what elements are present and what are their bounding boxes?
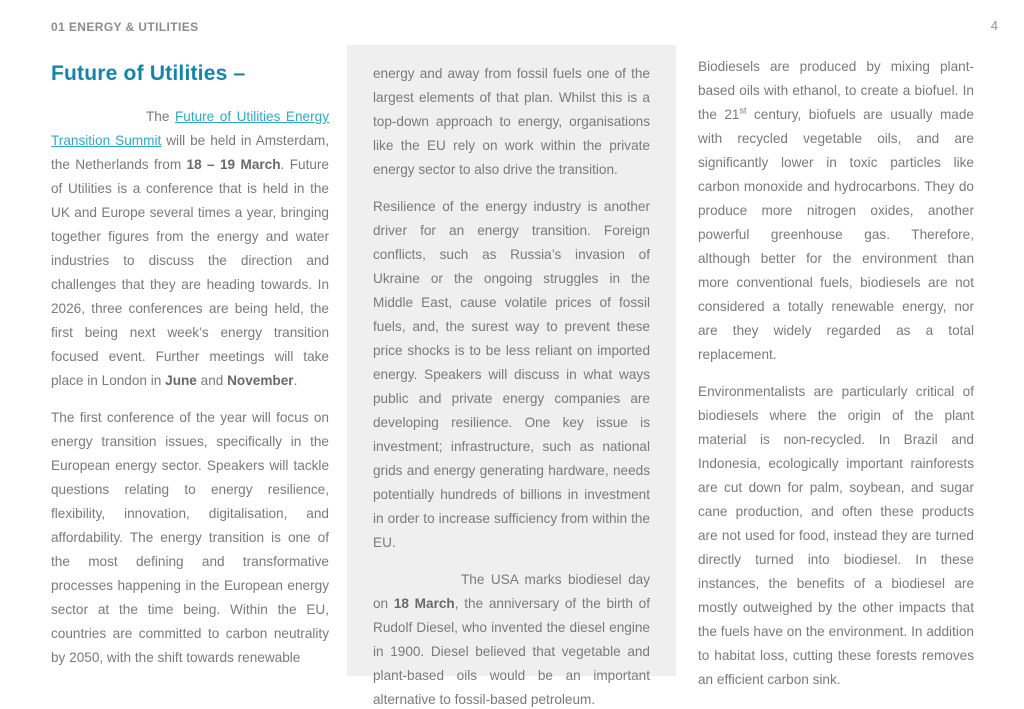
column-right bbox=[698, 55, 974, 692]
text-run: Biodiesels are produced by mixing plant-based oils with ethanol, to create a biofuel. In the 21 bbox=[698, 59, 974, 122]
paragraph: Resilience of the energy industry is another driver for an energy transition. Foreign conflicts, such as Russia’s invasion of Ukraine or the ongoing struggles in the Middle East, cause volatile prices of fossil fuels, and, the surest way to prevent these price shocks is to be less reliant on imported energy. Speakers will discuss in what ways public and private energy companies are developing resilience. One key issue is investment; infrastructure, such as national grids and energy generating hardware, needs potentially hundreds of billions in investment in order to increase sufficiency from within the EU. bbox=[373, 199, 650, 550]
month-emphasis: June bbox=[165, 373, 197, 388]
text-run: The bbox=[146, 109, 175, 124]
article-title: Future of Utilities – bbox=[51, 62, 246, 85]
ordinal-superscript: st bbox=[739, 105, 747, 116]
paragraph-biodiesels bbox=[698, 55, 974, 367]
text-run: The USA marks biodiesel day on bbox=[373, 572, 650, 611]
column-middle-highlight-box bbox=[347, 45, 676, 707]
paragraph-biodiesel-day bbox=[373, 568, 650, 709]
text-run: and bbox=[196, 373, 228, 388]
text-run: century, biofuels are usually made with recycled vegetable oils, and are significantly lower in toxic particles like carbon monoxide and hydrocarbons. They do produce more nitrogen oxides, another powerful greenhouse gas. Therefore, although better for the environment than more conventional fuels, biodiesels are not considered a totally renewable energy, nor are they widely regarded as a total replacement. bbox=[698, 107, 974, 362]
month-emphasis: November bbox=[227, 373, 294, 388]
paragraph: The first conference of the year will focus on energy transition issues, specifically in the European energy sector. Speakers will tackle questions relating to energy resilience, flexibility, innovation, digitalisation, and affordability. The energy transition is one of the most defining and transformative processes happening in the European energy sector at the time being. Within the EU, countries are committed to carbon neutrality by 2050, with the shift towards renewable bbox=[51, 410, 329, 665]
date-emphasis: 18 – 19 March bbox=[186, 157, 281, 172]
page-number: 4 bbox=[990, 18, 998, 33]
date-emphasis: 18 March bbox=[393, 596, 455, 611]
text-run: , the anniversary of the birth of Rudolf Diesel, who invented the diesel engine in 1900. Diesel believed that vegetable and plant-based oils would be an important alternative to fossil-based petroleum. bbox=[373, 596, 650, 707]
section-label: 01 ENERGY & UTILITIES bbox=[51, 20, 199, 34]
paragraph: Environmentalists are particularly critical of biodiesels where the origin of the plant material is non-recycled. In Brazil and Indonesia, ecologically important rainforests are cut down for palm, soybean, and sugar cane production, and often these products are not used for food, instead they are turned directly turned into biodiesel. In these instances, the benefits of a biodiesel are mostly outweighed by the other impacts that the fuels have on the environment. In addition to habitat loss, cutting these forests removes an efficient carbon sink. bbox=[698, 384, 974, 687]
text-run: . bbox=[293, 373, 298, 388]
summit-link[interactable]: Future of Utilities Energy Transition Summit bbox=[51, 109, 330, 148]
text-run: will be held in Amsterdam, the Netherlands from bbox=[51, 133, 330, 172]
paragraph: energy and away from fossil fuels one of the largest elements of that plan. Whilst this is a top-down approach to energy, organisations like the EU rely on work within the private energy sector to also drive the transition. bbox=[373, 66, 650, 177]
column-left bbox=[51, 62, 329, 670]
paragraph-intro bbox=[51, 105, 329, 393]
text-run: . Future of Utilities is a conference that is held in the UK and Europe several times a year, bringing together figures from the energy and water industries to discuss the direction and challenges that they are heading towards. In 2026, three conferences are being held, the first being next week’s energy transition focused event. Further meetings will take place in London in bbox=[51, 157, 329, 388]
